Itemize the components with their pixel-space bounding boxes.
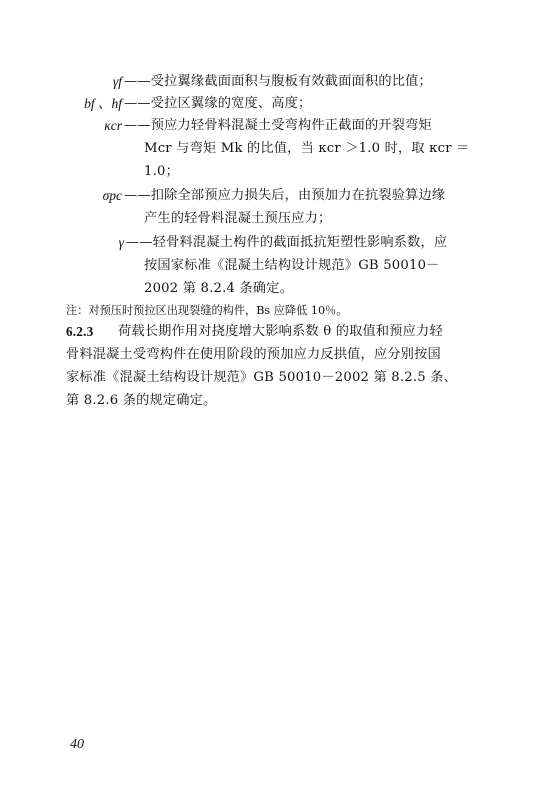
definition-gamma-line-2: 按国家标准《混凝土结构设计规范》GB 50010－ [144, 258, 440, 273]
definition-kappa-cr-line-1: ——预应力轻骨料混凝土受弯构件正截面的开裂弯矩 [124, 118, 432, 133]
definition-sigma-pc-line-1: ——扣除全部预应力损失后，由预加力在抗裂验算边缘 [124, 188, 446, 203]
section-line-1: 荷载长期作用对挠度增大影响系数 θ 的取值和预应力轻 [118, 324, 443, 339]
definition-kappa-cr-line-3: 1.0； [144, 164, 179, 179]
definition-bf-hf: ——受拉区翼缘的宽度、高度； [124, 96, 312, 111]
section-line-2: 骨料混凝土受弯构件在使用阶段的预加应力反拱值，应分别按国 [66, 347, 441, 362]
page-number: 40 [70, 737, 84, 752]
symbol-kappa-cr: κcr [104, 118, 122, 133]
section-line-3: 家标准《混凝土结构设计规范》GB 50010－2002 第 8.2.5 条、 [66, 370, 458, 385]
symbol-bf-hf: bf 、hf [84, 96, 122, 111]
symbol-gamma-f: γf [112, 74, 122, 89]
symbol-gamma: γ [118, 235, 124, 250]
definition-kappa-cr-line-2: Mcr 与弯矩 Mk 的比值，当 κcr ＞1.0 时，取 κcr ＝ [144, 141, 470, 156]
definition-sigma-pc-line-2: 产生的轻骨料混凝土预压应力； [144, 211, 332, 226]
definition-gamma-line-1: ——轻骨料混凝土构件的截面抵抗矩塑性影响系数，应 [126, 235, 448, 250]
section-number: 6.2.3 [66, 324, 94, 339]
note: 注：对预压时预拉区出现裂缝的构件，Bs 应降低 10％。 [66, 304, 348, 317]
section-line-4: 第 8.2.6 条的规定确定。 [66, 393, 217, 408]
definition-gamma-line-3: 2002 第 8.2.4 条确定。 [144, 281, 294, 296]
definition-gamma-f: ——受拉翼缘截面面积与腹板有效截面面积的比值； [124, 74, 432, 89]
symbol-sigma-pc: σpc [102, 188, 122, 203]
